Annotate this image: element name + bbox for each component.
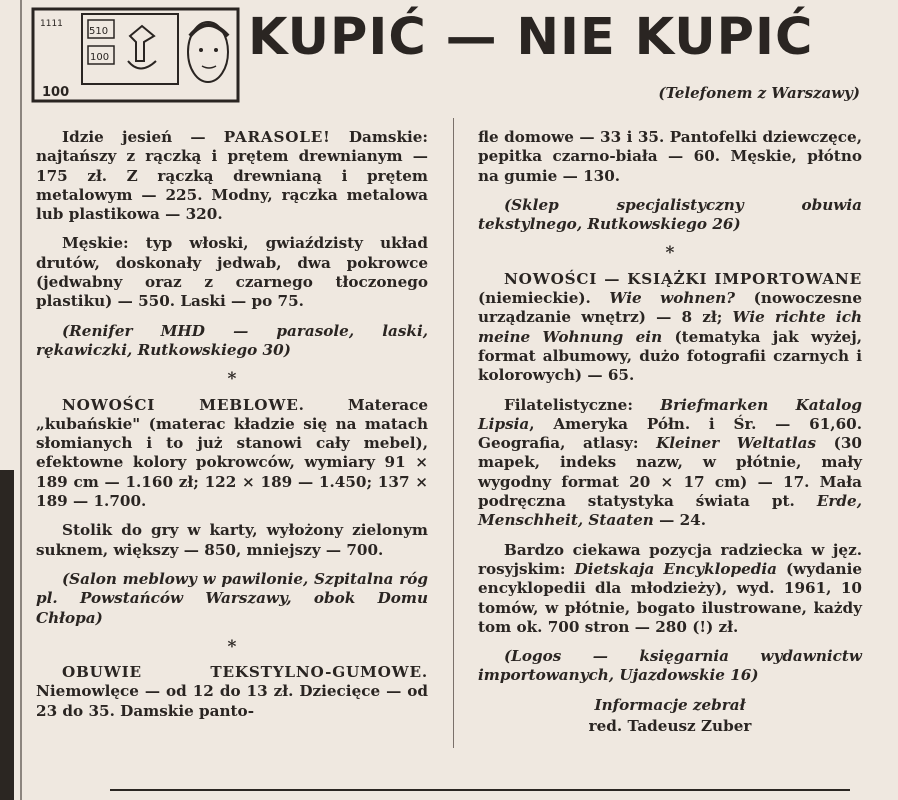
paragraph-umbrellas (36, 128, 428, 224)
paragraph-text: Niemowlęce — od 12 do 13 zł. Dziecięce — od 23 do 35. Damskie panto- (36, 682, 428, 720)
paragraph-shoes-continued: fle domowe — 33 i 35. Pantofelki dziewczęce, pepitka czarno-biała — 60. Męskie, płótno na gumie — 130. (478, 128, 862, 185)
paragraph-furniture (36, 396, 428, 512)
paragraph-card-table: Stolik do gry w karty, wyłożony zielonym suknem, większy — 850, mniejszy — 700. (36, 521, 428, 559)
section-separator: * (665, 243, 675, 264)
book-title: Briefmarken Katalog Lipsia (478, 395, 862, 433)
source-note: (Renifer MHD — parasole, laski, rękawiczki, Rutkowskiego 30) (36, 321, 428, 359)
author-name: red. Tadeusz Zuber (588, 717, 752, 736)
page-edge-rule (20, 0, 22, 800)
section-heading: OBUWIE TEKSTYLNO-GUMOWE. (62, 663, 428, 682)
article-column-left (36, 128, 428, 731)
article-column-right (478, 128, 862, 746)
paragraph-philately: Filatelistyczne: Briefmarken Katalog Lipsia, Ameryka Półn. i Śr. — 61,60. Geografia, atlasy: Kleiner Weltatlas (30 mapek, indeks nazw, w płótnie, mały wygodny format 20 × 17 cm) — 17. Mała podręczna statystyka świata pt. Erde, Menschheit, Staaten — 24. (478, 395, 862, 530)
page-title: KUPIĆ — NIE KUPIĆ (248, 8, 814, 67)
book-title: Wie wohnen? (609, 289, 736, 308)
column-logo-illustration (30, 6, 242, 104)
section-heading: NOWOŚCI MEBLOWE. (62, 395, 305, 414)
source-note: (Salon meblowy w pawilonie, Szpitalna róg pl. Powstańców Warszawy, obok Domu Chłopa) (36, 569, 428, 627)
book-title: Erde, Menschheit, Staaten (478, 492, 862, 530)
paragraph-text: Materace „kubańskie" (materac kładzie się na matach słomianych i to już stanowi cały mebel), efektowne kolory pokrowców, wymiary 91 × 189 cm — 1.160 zł; 122 × 189 — 1.450; 137 × 189 — 1.700. (36, 395, 429, 511)
source-note: (Sklep specjalistyczny obuwia tekstylnego, Rutkowskiego 26) (478, 195, 862, 234)
logo-number-2: 510 (89, 26, 109, 37)
byline: (Telefonem z Warszawy) (658, 84, 860, 102)
section-separator: * (227, 636, 237, 657)
page-edge-bar (0, 470, 14, 800)
paragraph-text: Damskie: najtańszy z rączką i prętem drewnianym — 175 zł. Z rączką drewnianą i prętem metalowym — 225. Modny, rączka metalowa lub plastikowa — 320. (36, 128, 429, 224)
lead-text: Idzie jesień — (62, 128, 224, 146)
logo-number-3: 100 (90, 52, 110, 63)
paragraph-shoes (36, 663, 428, 721)
bottom-rule (110, 789, 850, 791)
book-title: Wie richte ich meine Wohnung ein (478, 308, 862, 346)
section-heading: NOWOŚCI — KSIĄŻKI IMPORTOWANE (504, 269, 862, 288)
logo-number-1: 1111 (40, 19, 63, 29)
logo-number-4: 100 (42, 85, 70, 100)
section-separator: * (227, 369, 237, 390)
section-heading: PARASOLE! (223, 128, 331, 146)
book-title: Kleiner Weltatlas (656, 434, 817, 453)
source-note: (Logos — księgarnia wydawnictw importowanych, Ujazdowskie 16) (478, 647, 862, 685)
paragraph-encyclopedia: Bardzo ciekawa pozycja radziecka w jęz. rosyjskim: Dietskaja Encyklopedia (wydanie encyklopedii dla młodzieży), wyd. 1961, 10 tomów, w płótnie, bogato ilustrowane, każdy tom ok. 700 stron — 280 (!) zł. (478, 540, 863, 636)
book-title: Dietskaja Encyklopedia (574, 559, 777, 578)
column-divider (453, 118, 454, 748)
paragraph-books: NOWOŚCI — KSIĄŻKI IMPORTOWANE (niemieckie). Wie wohnen? (nowoczesne urządzanie wnętrz) — 8 zł; Wie richte ich meine Wohnung ein (tematyka jak wyżej, format albumowy, dużo fotografii czarnych i kolorowych) — 65. (478, 269, 862, 385)
paragraph-mens-umbrellas: Męskie: typ włoski, gwiaździsty układ drutów, doskonały jedwab, dwa pokrowce (jedwabny oraz z czarnego tłoczonego plastiku) — 550. Laski — po 75. (36, 234, 428, 311)
author-credit-label: Informacje zebrał (594, 695, 746, 714)
